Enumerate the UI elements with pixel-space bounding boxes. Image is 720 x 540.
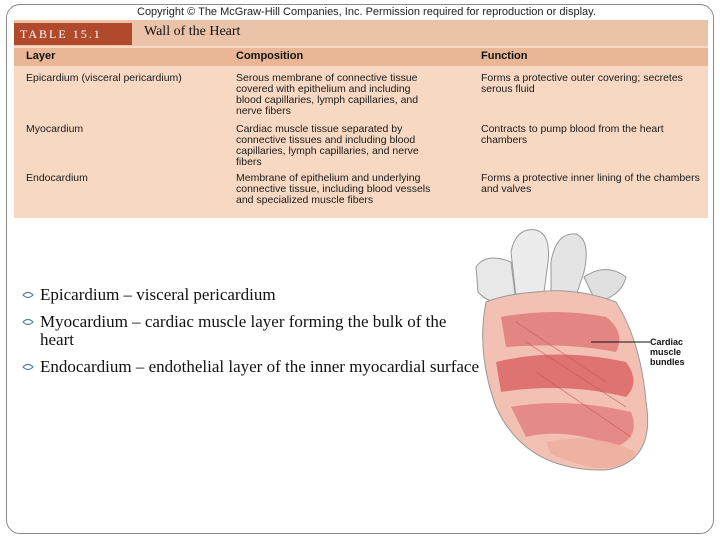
flourish-bullet-icon bbox=[22, 316, 34, 328]
flourish-bullet-icon bbox=[22, 289, 34, 301]
bullet-text: Endocardium – endothelial layer of the inner myocardial surface bbox=[40, 357, 479, 376]
bullet-list bbox=[22, 286, 482, 385]
cell-function: Forms a protective outer covering; secretes serous fluid bbox=[481, 72, 683, 95]
header-composition: Composition bbox=[236, 50, 304, 62]
cell-composition: Cardiac muscle tissue separated by connective tissues and including blood capillaries, lymph capillaries, and nerve fibers bbox=[236, 123, 419, 168]
cell-composition: Serous membrane of connective tissue covered with epithelium and including blood capillaries, lymph capillaries, and nerve fibers bbox=[236, 72, 419, 117]
cell-layer: Epicardium (visceral pericardium) bbox=[26, 72, 182, 84]
table-number-badge: TABLE 15.1 bbox=[14, 23, 132, 45]
table-header-row bbox=[14, 48, 708, 66]
list-item bbox=[22, 313, 482, 349]
table-title-bar bbox=[14, 20, 708, 46]
cardiac-muscle-bundles-label: Cardiac muscle bundles bbox=[650, 337, 685, 367]
list-item bbox=[22, 286, 482, 304]
cell-layer: Endocardium bbox=[26, 172, 88, 184]
flourish-bullet-icon bbox=[22, 361, 34, 373]
bullet-text: Myocardium – cardiac muscle layer forming the bulk of the heart bbox=[40, 312, 447, 349]
bullet-text: Epicardium – visceral pericardium bbox=[40, 285, 276, 304]
cell-function: Contracts to pump blood from the heart chambers bbox=[481, 123, 664, 146]
cell-composition: Membrane of epithelium and underlying connective tissue, including blood vessels and specialized muscle fibers bbox=[236, 172, 431, 206]
cell-layer: Myocardium bbox=[26, 123, 84, 135]
header-function: Function bbox=[481, 50, 528, 62]
header-layer: Layer bbox=[26, 50, 56, 62]
table-title: Wall of the Heart bbox=[144, 24, 241, 39]
cell-function: Forms a protective inner lining of the chambers and valves bbox=[481, 172, 700, 195]
copyright-notice: Copyright © The McGraw-Hill Companies, Inc. Permission required for reproduction or display. bbox=[137, 6, 596, 18]
list-item bbox=[22, 358, 482, 376]
heart-wall-table bbox=[14, 20, 708, 218]
